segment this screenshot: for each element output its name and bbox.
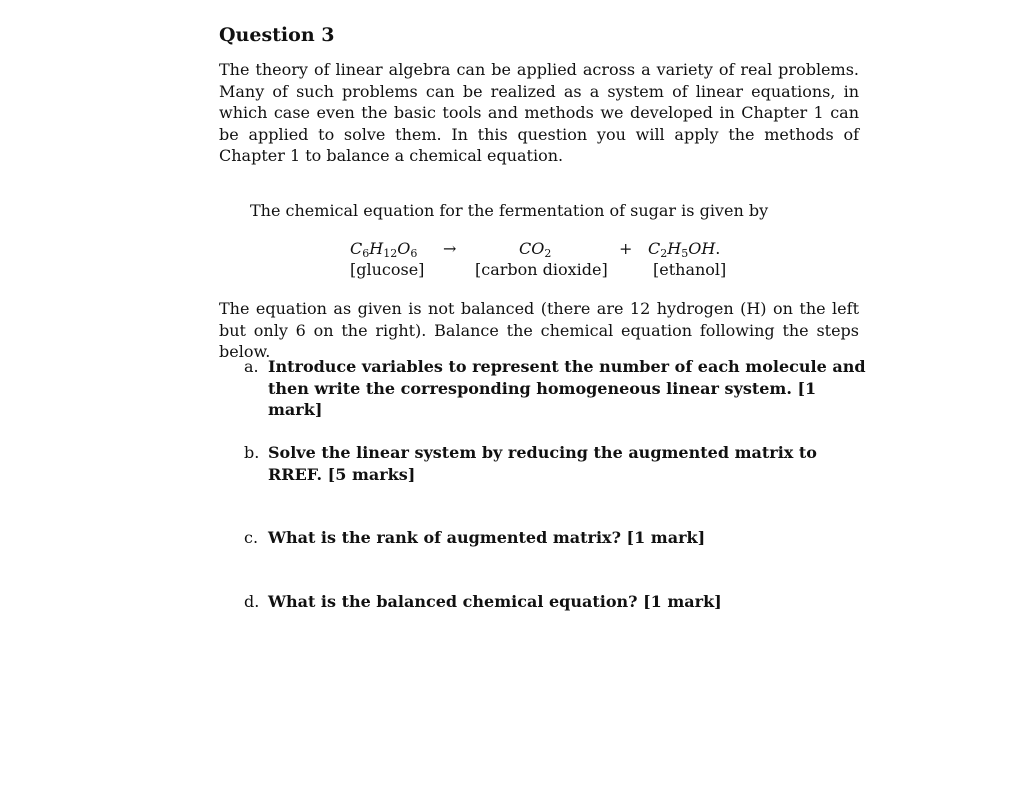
question-title: Question 3 — [219, 24, 335, 46]
glucose-label: [glucose] — [350, 260, 425, 279]
ethanol-label: [ethanol] — [653, 260, 727, 279]
part-text: Introduce variables to represent the number of each molecule and then write the corresponding homogeneous linear system. [1 mark] — [268, 357, 866, 419]
part-letter: b. — [244, 443, 260, 462]
co2-formula: $CO_2$ — [519, 239, 552, 260]
list-item — [244, 356, 868, 421]
part-letter: c. — [244, 528, 259, 547]
list-item — [244, 442, 868, 485]
plus-sign: + — [619, 239, 633, 258]
part-text: Solve the linear system by reducing the augmented matrix to RREF. [5 marks] — [268, 443, 817, 484]
list-item — [244, 527, 868, 549]
part-text: What is the rank of augmented matrix? [1 mark] — [268, 528, 706, 547]
part-letter: a. — [244, 357, 259, 376]
part-text: What is the balanced chemical equation? [1 mark] — [268, 592, 722, 611]
co2-label: [carbon dioxide] — [475, 260, 608, 279]
ethanol-formula: $C_2H_5OH$. — [648, 239, 721, 260]
list-item — [244, 591, 868, 613]
part-letter: d. — [244, 592, 260, 611]
equation-lead-text: The chemical equation for the fermentation of sugar is given by — [250, 201, 769, 220]
intro-paragraph: The theory of linear algebra can be applied across a variety of real problems. Many of such problems can be realized as a system of linear equations, in which case even the basic tools and methods we developed in Chapter 1 can be applied to solve them. In this question you will apply the methods of Chapter 1 to balance a chemical equation. — [219, 60, 859, 165]
description-paragraph: The equation as given is not balanced (there are 12 hydrogen (H) on the left but only 6 on the right). Balance the chemical equation following the steps below. — [219, 299, 859, 361]
reaction-arrow: → — [443, 239, 457, 258]
glucose-formula: $C_6H_{12}O_6$ — [350, 239, 418, 260]
